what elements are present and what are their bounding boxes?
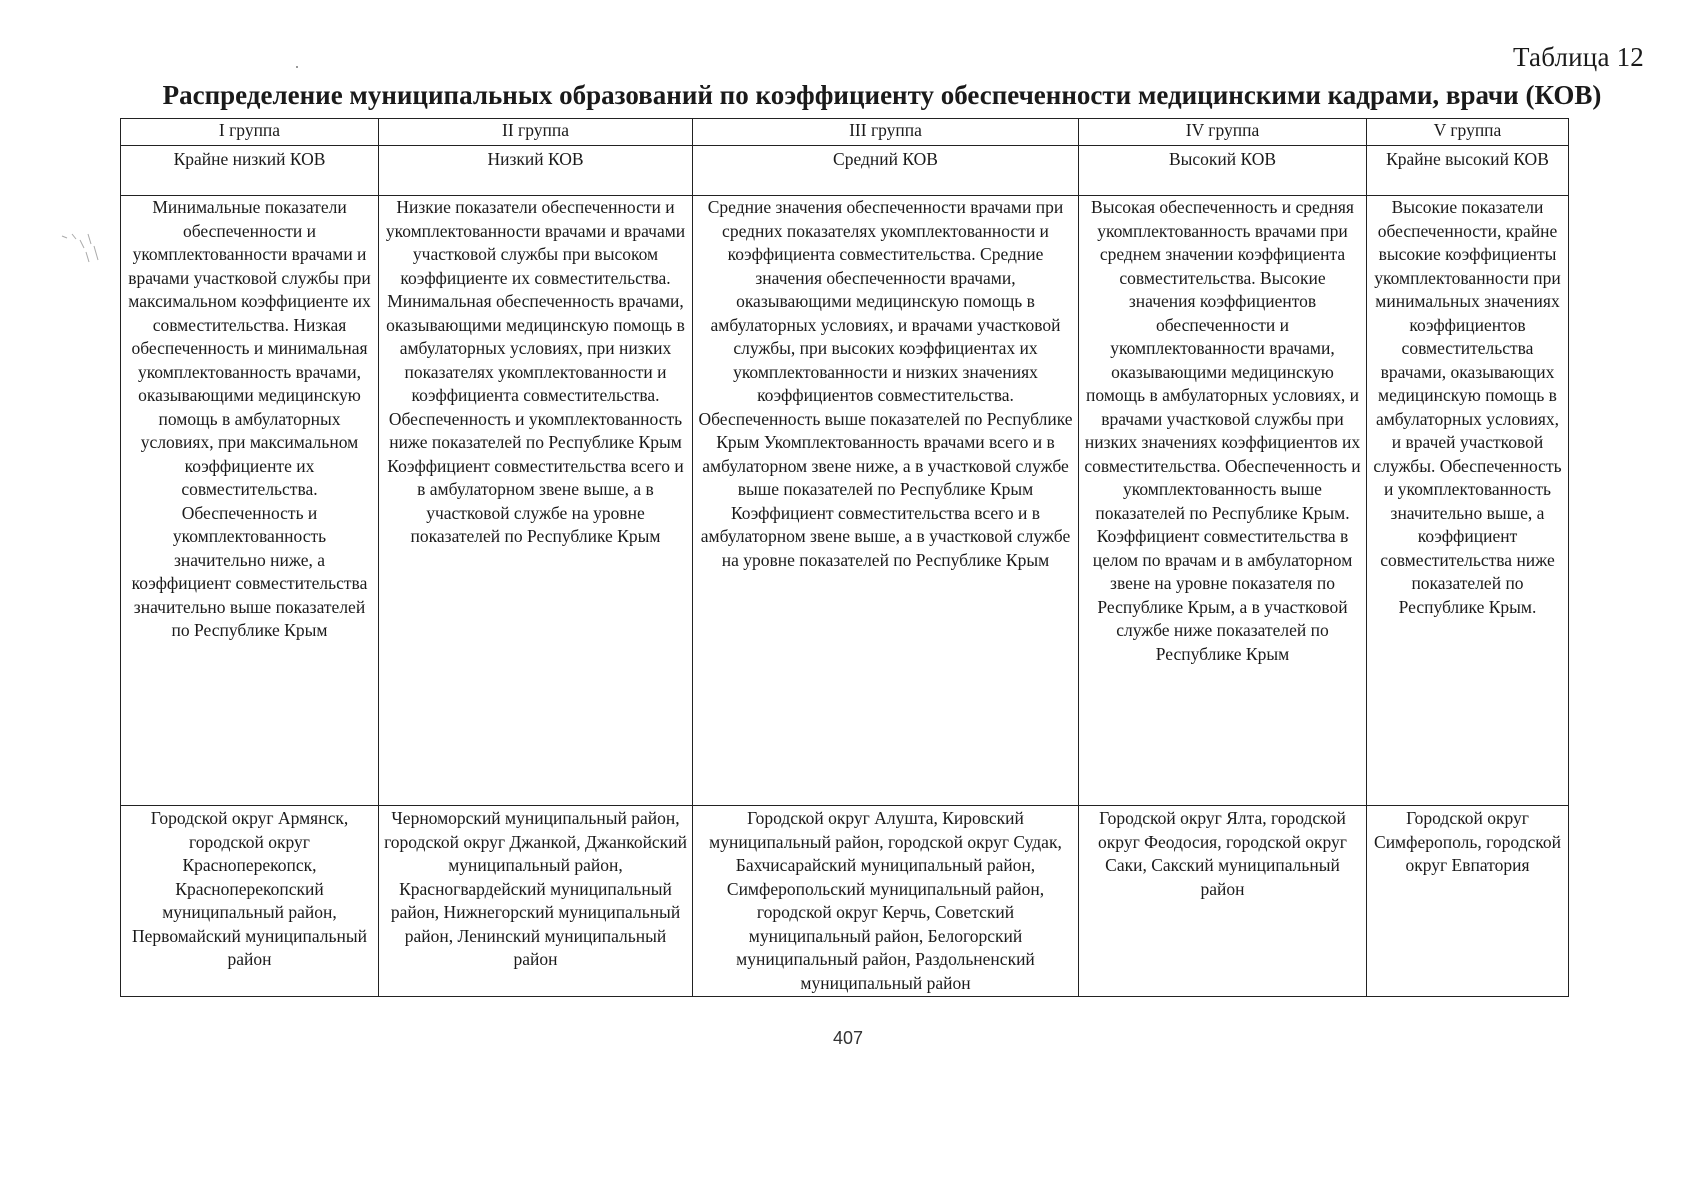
group-2-description: Низкие показатели обеспеченности и укомплектованности врачами и врачами участковой службы при высоком коэффициенте их совместительства. Минимальная обеспеченность врачами, оказывающими медицинскую помощь в амбулаторных условиях, при низких показателях укомплектованности и коэффициента совместительства. Обеспеченность и укомплектованность ниже показателей по Республике Крым Коэффициент совместительства всего и в амбулаторном звене выше, а в участковой службе на уровне показателей по Республике Крым bbox=[379, 196, 693, 806]
scan-artifact-dot bbox=[296, 66, 298, 68]
document-title: Распределение муниципальных образований по коэффициенту обеспеченности медицинскими кадрами, врачи (КОВ) bbox=[162, 80, 1602, 110]
group-5-municipalities: Городской округ Симферополь, городской округ Евпатория bbox=[1367, 806, 1569, 997]
group-1-header: I группа bbox=[121, 119, 379, 146]
group-4-municipalities: Городской округ Ялта, городской округ Феодосия, городской округ Саки, Сакский муниципальный район bbox=[1079, 806, 1367, 997]
group-4-header: IV группа bbox=[1079, 119, 1367, 146]
page-number: 407 bbox=[832, 1028, 864, 1048]
group-3-header: III группа bbox=[693, 119, 1079, 146]
level-row bbox=[121, 146, 1569, 196]
group-5-level: Крайне высокий КОВ bbox=[1367, 146, 1569, 196]
group-5-header: V группа bbox=[1367, 119, 1569, 146]
scan-artifact-mark bbox=[58, 230, 106, 278]
group-1-municipalities: Городской округ Армянск, городской округ Красноперекопск, Красноперекопский муниципальный район, Первомайский муниципальный район bbox=[121, 806, 379, 997]
group-1-level: Крайне низкий КОВ bbox=[121, 146, 379, 196]
group-3-level: Средний КОВ bbox=[693, 146, 1079, 196]
group-4-description: Высокая обеспеченность и средняя укомплектованность врачами при среднем значении коэффициента совместительства. Высокие значения коэффициентов обеспеченности и укомплектованности врачами, оказывающими медицинскую помощь в амбулаторных условиях, и врачами участковой службы при низких значениях коэффициентов их совместительства. Обеспеченность и укомплектованность выше показателей по Республике Крым. Коэффициент совместительства в целом по врачам и в амбулаторном звене на уровне показателя по Республике Крым, а в участковой службе ниже показателей по Республике Крым bbox=[1079, 196, 1367, 806]
group-2-header: II группа bbox=[379, 119, 693, 146]
distribution-table bbox=[120, 118, 1569, 997]
group-header-row bbox=[121, 119, 1569, 146]
municipalities-row bbox=[121, 806, 1569, 997]
group-5-description: Высокие показатели обеспеченности, крайне высокие коэффициенты укомплектованности при минимальных значениях коэффициентов совместительства врачами, оказывающих медицинскую помощь в амбулаторных условиях, и врачей участковой службы. Обеспеченность и укомплектованность значительно выше, а коэффициент совместительства ниже показателей по Республике Крым. bbox=[1367, 196, 1569, 806]
group-1-description: Минимальные показатели обеспеченности и укомплектованности врачами и врачами участковой службы при максимальном коэффициенте их совместительства. Низкая обеспеченность и минимальная укомплектованность врачами, оказывающими медицинскую помощь в амбулаторных условиях, при максимальном коэффициенте их совместительства. Обеспеченность и укомплектованность значительно ниже, а коэффициент совместительства значительно выше показателей по Республике Крым bbox=[121, 196, 379, 806]
group-2-level: Низкий КОВ bbox=[379, 146, 693, 196]
group-2-municipalities: Черноморский муниципальный район, городской округ Джанкой, Джанкойский муниципальный район, Красногвардейский муниципальный район, Нижнегорский муниципальный район, Ленинский муниципальный район bbox=[379, 806, 693, 997]
description-row bbox=[121, 196, 1569, 806]
group-3-municipalities: Городской округ Алушта, Кировский муниципальный район, городской округ Судак, Бахчисарайский муниципальный район, Симферопольский муниципальный район, городской округ Керчь, Советский муниципальный район, Белогорский муниципальный район, Раздольненский муниципальный район bbox=[693, 806, 1079, 997]
group-3-description: Средние значения обеспеченности врачами при средних показателях укомплектованности и коэффициента совместительства. Средние значения обеспеченности врачами, оказывающими медицинскую помощь в амбулаторных условиях, и врачами участковой службы, при высоких коэффициентах их укомплектованности и низких значениях коэффициентов совместительства. Обеспеченность выше показателей по Республике Крым Укомплектованность врачами всего и в амбулаторном звене ниже, а в участковой службе выше показателей по Республике Крым Коэффициент совместительства всего и в амбулаторном звене выше, а в участковой службе на уровне показателей по Республике Крым bbox=[693, 196, 1079, 806]
table-number: Таблица 12 bbox=[1513, 42, 1644, 72]
group-4-level: Высокий КОВ bbox=[1079, 146, 1367, 196]
